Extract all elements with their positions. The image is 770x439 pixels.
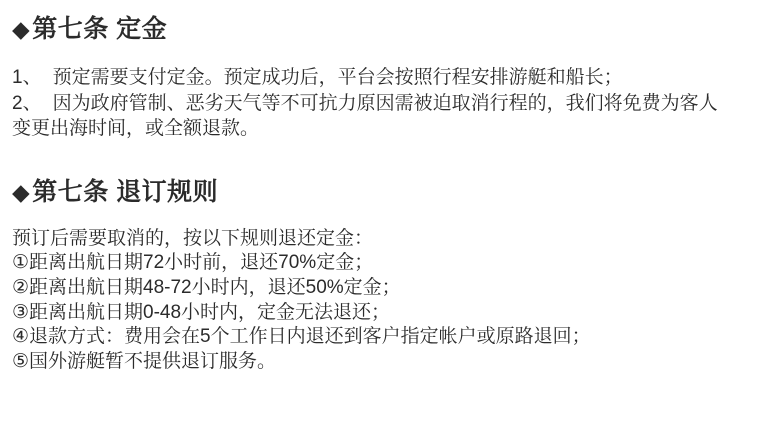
deposit-item-1-text: 预定需要支付定金。预定成功后，平台会按照行程安排游艇和船长；: [52, 67, 623, 88]
refund-rule-1: ①距离出航日期72小时前，退还70%定金；: [12, 252, 374, 274]
refund-rules-intro: 预订后需要取消的，按以下规则退还定金：: [12, 227, 374, 249]
diamond-bullet-icon: ◆: [12, 178, 31, 205]
deposit-item-1: [12, 65, 758, 91]
refund-rule-5: ⑤国外游艇暂不提供退订服务。: [12, 351, 277, 373]
deposit-terms-paragraph: [12, 65, 758, 142]
deposit-item-2-marker: 2、: [12, 92, 42, 114]
deposit-section-heading: [12, 10, 758, 44]
diamond-bullet-icon: ◆: [12, 16, 31, 42]
refund-rule-2: ②距离出航日期48-72小时内，退还50%定金；: [12, 276, 401, 298]
refund-rules-paragraph: [12, 227, 758, 375]
refund-section-heading: [12, 173, 758, 207]
deposit-item-1-marker: 1、: [12, 67, 42, 88]
refund-rule-3: ③距离出航日期0-48小时内，定金无法退还；: [12, 301, 391, 323]
deposit-section-title: 第七条 定金: [32, 15, 168, 43]
deposit-item-2-text-line1: 因为政府管制、恶劣天气等不可抗力原因需被迫取消行程的，我们将免费为客人: [52, 92, 718, 114]
refund-rule-4: ④退款方式：费用会在5个工作日内退还到客户指定帐户或原路退回；: [12, 326, 591, 348]
deposit-item-2: [12, 91, 758, 142]
deposit-item-2-text-line2: 变更出海时间，或全额退款。: [12, 118, 260, 139]
refund-section-title: 第七条 退订规则: [32, 177, 219, 206]
